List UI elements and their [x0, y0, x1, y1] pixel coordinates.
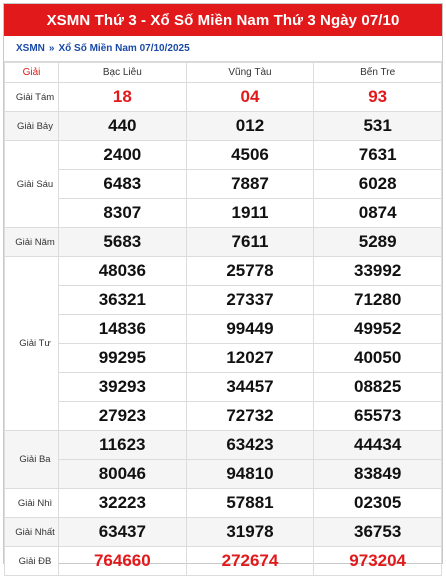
result-number: 04: [186, 83, 314, 112]
breadcrumb-current-link[interactable]: Xổ Số Miền Nam 07/10/2025: [58, 43, 190, 54]
table-row: [5, 199, 442, 228]
result-number: 33992: [314, 257, 442, 286]
column-header-prize: Giải: [5, 63, 59, 83]
result-number: 12027: [186, 344, 314, 373]
result-number: 36321: [59, 286, 187, 315]
prize-label: Giải Nhất: [5, 518, 59, 547]
result-number: 440: [59, 112, 187, 141]
result-number: 25778: [186, 257, 314, 286]
result-number: 72732: [186, 402, 314, 431]
table-row: [5, 373, 442, 402]
result-number: 5289: [314, 228, 442, 257]
table-header-row: [5, 63, 442, 83]
prize-label: Giải Nhì: [5, 489, 59, 518]
result-number: 36753: [314, 518, 442, 547]
table-row: [5, 547, 442, 576]
result-number: 71280: [314, 286, 442, 315]
result-number: 40050: [314, 344, 442, 373]
result-number: 7611: [186, 228, 314, 257]
result-number: 18: [59, 83, 187, 112]
result-number: 02305: [314, 489, 442, 518]
table-row: [5, 402, 442, 431]
table-row: [5, 431, 442, 460]
result-number: 80046: [59, 460, 187, 489]
column-header-province[interactable]: Vũng Tàu: [186, 63, 314, 83]
result-number: 34457: [186, 373, 314, 402]
table-row: [5, 315, 442, 344]
breadcrumb-home-link[interactable]: XSMN: [16, 43, 45, 54]
result-number: 08825: [314, 373, 442, 402]
result-number: 531: [314, 112, 442, 141]
page-title: XSMN Thứ 3 - Xổ Số Miền Nam Thứ 3 Ngày 07/10: [4, 4, 442, 36]
prize-label: Giải Tám: [5, 83, 59, 112]
result-number: 14836: [59, 315, 187, 344]
result-number: 764660: [59, 547, 187, 576]
result-number: 65573: [314, 402, 442, 431]
result-number: 4506: [186, 141, 314, 170]
table-row: [5, 141, 442, 170]
result-number: 973204: [314, 547, 442, 576]
table-row: [5, 489, 442, 518]
result-number: 39293: [59, 373, 187, 402]
result-number: 27923: [59, 402, 187, 431]
result-number: 6483: [59, 170, 187, 199]
prize-label: Giải Tư: [5, 257, 59, 431]
breadcrumb: [4, 36, 442, 62]
result-number: 99295: [59, 344, 187, 373]
prize-label: Giải ĐB: [5, 547, 59, 576]
table-row: [5, 518, 442, 547]
result-number: 49952: [314, 315, 442, 344]
result-number: 272674: [186, 547, 314, 576]
result-number: 32223: [59, 489, 187, 518]
result-number: 6028: [314, 170, 442, 199]
results-table: [4, 62, 442, 576]
table-row: [5, 228, 442, 257]
result-number: 57881: [186, 489, 314, 518]
result-number: 8307: [59, 199, 187, 228]
result-number: 94810: [186, 460, 314, 489]
result-number: 012: [186, 112, 314, 141]
table-row: [5, 112, 442, 141]
result-number: 44434: [314, 431, 442, 460]
result-number: 83849: [314, 460, 442, 489]
result-number: 27337: [186, 286, 314, 315]
column-header-province[interactable]: Bến Tre: [314, 63, 442, 83]
table-row: [5, 83, 442, 112]
result-number: 1911: [186, 199, 314, 228]
result-number: 7631: [314, 141, 442, 170]
result-number: 63423: [186, 431, 314, 460]
result-number: 99449: [186, 315, 314, 344]
result-number: 48036: [59, 257, 187, 286]
result-number: 63437: [59, 518, 187, 547]
result-number: 5683: [59, 228, 187, 257]
result-number: 31978: [186, 518, 314, 547]
results-panel: [3, 3, 443, 570]
result-number: 2400: [59, 141, 187, 170]
result-number: 93: [314, 83, 442, 112]
table-row: [5, 344, 442, 373]
prize-label: Giải Sáu: [5, 141, 59, 228]
prize-label: Giải Năm: [5, 228, 59, 257]
prize-label: Giải Ba: [5, 431, 59, 489]
result-number: 7887: [186, 170, 314, 199]
column-header-province[interactable]: Bạc Liêu: [59, 63, 187, 83]
table-row: [5, 170, 442, 199]
result-number: 0874: [314, 199, 442, 228]
prize-label: Giải Bảy: [5, 112, 59, 141]
table-row: [5, 286, 442, 315]
breadcrumb-separator: »: [48, 43, 55, 54]
result-number: 11623: [59, 431, 187, 460]
table-row: [5, 257, 442, 286]
table-row: [5, 460, 442, 489]
